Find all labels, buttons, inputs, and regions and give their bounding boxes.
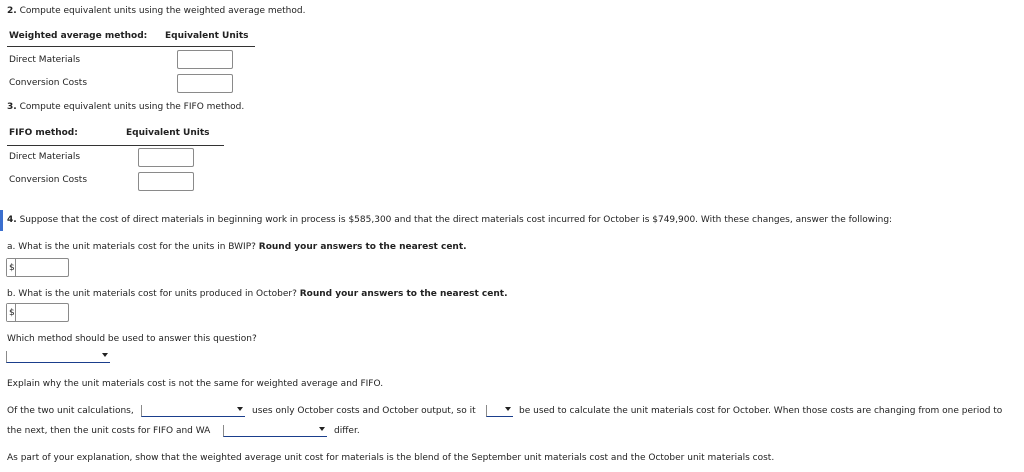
q3-row-direct-materials-label: Direct Materials <box>9 152 81 162</box>
q4-method-question: Which method should be used to answer this question? <box>7 334 257 344</box>
q3-header-divider <box>7 145 224 146</box>
q4a-text: a. What is the unit materials cost for the units in BWIP? <box>7 242 256 252</box>
chevron-down-icon <box>319 427 325 431</box>
q3-title-text: Compute equivalent units using the FIFO method. <box>19 102 245 112</box>
q2-direct-materials-input[interactable] <box>177 50 233 69</box>
q4b-currency-sign: $ <box>7 304 16 321</box>
chevron-down-icon <box>102 353 108 357</box>
q4-number: 4. <box>7 215 17 225</box>
q4a-answer-field[interactable] <box>6 258 69 277</box>
q4b-answer-field[interactable] <box>6 303 69 322</box>
q4b-text: b. What is the unit materials cost for units produced in October? <box>7 289 297 299</box>
q4a-answer-input[interactable] <box>16 259 193 276</box>
q3-header-method: FIFO method: <box>9 128 78 138</box>
q3-title <box>7 102 244 112</box>
q4-sentence-1a: Of the two unit calculations, <box>7 406 134 416</box>
q4b-answer-input[interactable] <box>16 304 193 321</box>
chevron-down-icon <box>237 407 243 411</box>
q3-direct-materials-input[interactable] <box>138 148 194 167</box>
q4-intro-text: Suppose that the cost of direct materials in beginning work in process is $585,300 and that the direct materials cost incurred for October is $749,900. With these changes, answer the following: <box>19 215 893 225</box>
q4-explain-prompt: Explain why the unit materials cost is not the same for weighted average and FIFO. <box>7 379 384 389</box>
q4-sentence-1b: uses only October costs and October output, so it <box>252 406 476 416</box>
q4b-prompt <box>7 289 508 299</box>
q2-conversion-costs-input[interactable] <box>177 74 233 93</box>
q4-final-instruction: As part of your explanation, show that the weighted average unit cost for materials is the blend of the September unit materials cost and the October unit materials cost. <box>7 453 775 463</box>
q4b-round-note: Round your answers to the nearest cent. <box>299 289 508 299</box>
q4-sentence-2b: differ. <box>334 426 360 436</box>
q4-sentence-1c: be used to calculate the unit materials cost for October. When those costs are changing from one period to <box>519 406 1003 416</box>
q3-row-conversion-costs-label: Conversion Costs <box>9 175 88 185</box>
q2-header-method: Weighted average method: <box>9 31 148 41</box>
q2-header-divider <box>7 46 255 47</box>
calculation-dropdown[interactable] <box>141 405 245 417</box>
q3-number: 3. <box>7 102 17 112</box>
q3-header-units: Equivalent Units <box>126 128 210 138</box>
method-dropdown[interactable] <box>6 351 110 363</box>
q4a-prompt <box>7 242 467 252</box>
q4a-currency-sign: $ <box>7 259 16 276</box>
should-dropdown[interactable] <box>486 405 513 417</box>
q4a-round-note: Round your answers to the nearest cent. <box>258 242 467 252</box>
q2-row-conversion-costs-label: Conversion Costs <box>9 78 88 88</box>
q2-row-direct-materials-label: Direct Materials <box>9 55 81 65</box>
q4-intro <box>7 215 892 225</box>
q2-header-units: Equivalent Units <box>165 31 249 41</box>
q4-sentence-2a: the next, then the unit costs for FIFO and WA <box>7 426 211 436</box>
q2-title-text: Compute equivalent units using the weighted average method. <box>19 6 306 16</box>
q4-accent-bar <box>0 210 3 231</box>
chevron-down-icon <box>505 407 511 411</box>
differ-dropdown[interactable] <box>223 425 327 437</box>
q3-conversion-costs-input[interactable] <box>138 172 194 191</box>
q2-number: 2. <box>7 6 17 16</box>
q2-title <box>7 6 305 16</box>
